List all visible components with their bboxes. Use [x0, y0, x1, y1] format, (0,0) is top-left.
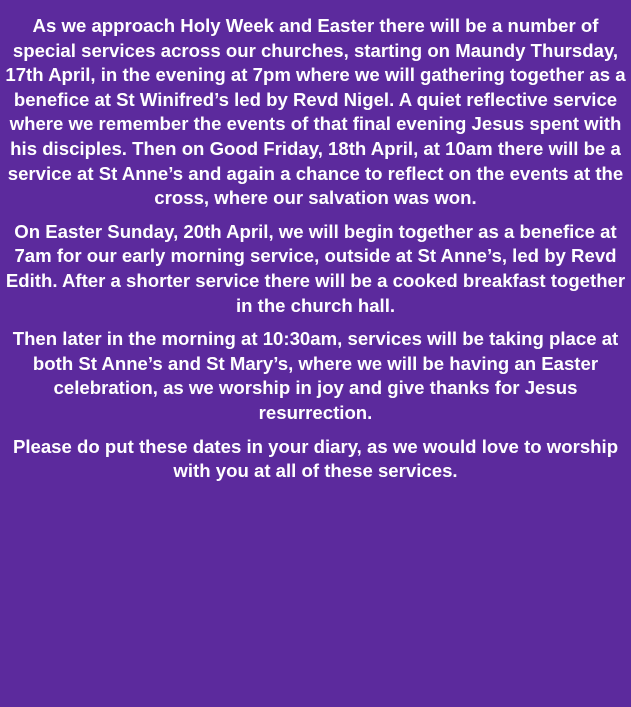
holy-week-paragraph: As we approach Holy Week and Easter there will be a number of special services across our churches, starting on Maundy Thursday, 17th April, in the evening at 7pm where we will gathering together as a benefice at St Winifred’s led by Revd Nigel. A quiet reflective service where we remember the events of that final evening Jesus spent with his disciples. Then on Good Friday, 18th April, at 10am there will be a service at St Anne’s and again a chance to reflect on the events at the cross, where our salvation was won. [5, 15, 626, 209]
diary-invitation-paragraph: Please do put these dates in your diary, as we would love to worship with you at all of these services. [12, 435, 619, 482]
easter-sunday-paragraph: On Easter Sunday, 20th April, we will begin together as a benefice at 7am for our early morning service, outside at St Anne’s, led by Revd Edith. After a shorter service there will be a cooked breakfast together in the church hall. [5, 220, 626, 316]
easter-morning-services-paragraph: Then later in the morning at 10:30am, services will be taking place at both St Anne’s and St Mary’s, where we will be having an Easter celebration, as we worship in joy and give thanks for Jesus resurrection. [12, 328, 619, 423]
